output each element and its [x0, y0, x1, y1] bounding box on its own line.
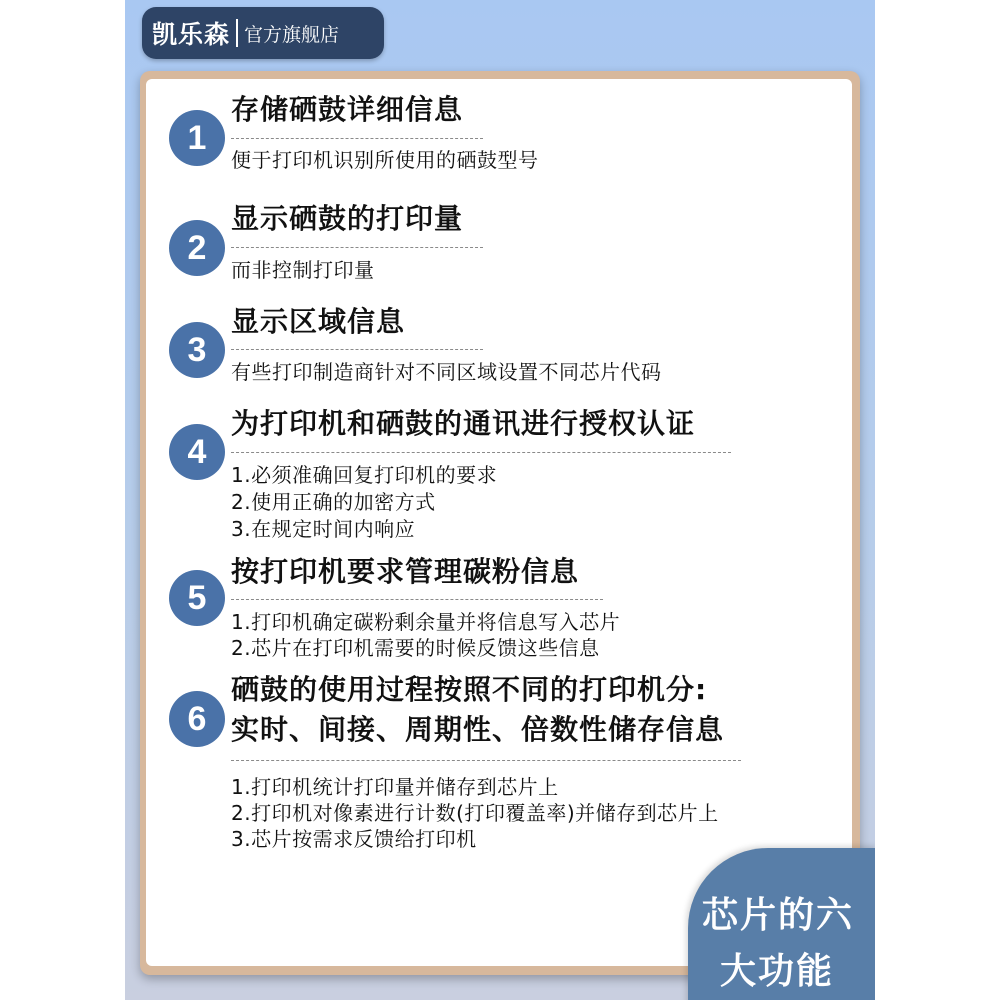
dashed-divider — [231, 349, 483, 350]
number-badge: 3 — [169, 322, 225, 378]
dashed-divider — [231, 138, 483, 139]
section-title-line-1: 芯片的六 — [702, 895, 855, 936]
dashed-divider — [231, 247, 483, 248]
feature-title: 存储硒鼓详细信息 — [231, 93, 464, 126]
feature-title-line-1: 硒鼓的使用过程按照不同的打印机分: — [231, 673, 708, 706]
store-badge — [142, 7, 384, 59]
feature-title-line-2: 实时、间接、周期性、倍数性储存信息 — [231, 713, 725, 746]
feature-desc-line-3: 3.芯片按需求反馈给打印机 — [231, 827, 477, 851]
number-badge: 6 — [169, 691, 225, 747]
dashed-divider — [231, 760, 741, 761]
store-type-label: 官方旗舰店 — [244, 23, 340, 46]
section-title-line-2: 大功能 — [720, 951, 835, 992]
brand-name: 凯乐森 — [152, 20, 231, 49]
feature-title: 按打印机要求管理碳粉信息 — [231, 555, 580, 588]
dashed-divider — [231, 599, 603, 600]
feature-desc: 而非控制打印量 — [231, 258, 375, 282]
badge-divider — [236, 19, 238, 47]
feature-desc-line-3: 3.在规定时间内响应 — [231, 517, 416, 541]
feature-desc-line-1: 1.必须准确回复打印机的要求 — [231, 463, 498, 487]
feature-card — [146, 79, 852, 966]
number-badge: 2 — [169, 220, 225, 276]
feature-desc-line-2: 2.使用正确的加密方式 — [231, 490, 436, 514]
feature-desc-line-2: 2.芯片在打印机需要的时候反馈这些信息 — [231, 636, 600, 660]
poster-canvas — [125, 0, 875, 1000]
feature-desc: 有些打印制造商针对不同区域设置不同芯片代码 — [231, 360, 662, 384]
feature-title: 为打印机和硒鼓的通讯进行授权认证 — [231, 407, 696, 440]
feature-desc-line-2: 2.打印机对像素进行计数(打印覆盖率)并储存到芯片上 — [231, 801, 719, 825]
feature-desc: 便于打印机识别所使用的硒鼓型号 — [231, 148, 539, 172]
number-badge: 4 — [169, 424, 225, 480]
number-badge: 1 — [169, 110, 225, 166]
number-badge: 5 — [169, 570, 225, 626]
section-title-tab — [688, 848, 875, 1000]
feature-desc-line-1: 1.打印机统计打印量并储存到芯片上 — [231, 775, 559, 799]
feature-desc-line-1: 1.打印机确定碳粉剩余量并将信息写入芯片 — [231, 610, 621, 634]
feature-title: 显示区域信息 — [231, 305, 406, 338]
dashed-divider — [231, 452, 731, 453]
feature-title: 显示硒鼓的打印量 — [231, 202, 464, 235]
